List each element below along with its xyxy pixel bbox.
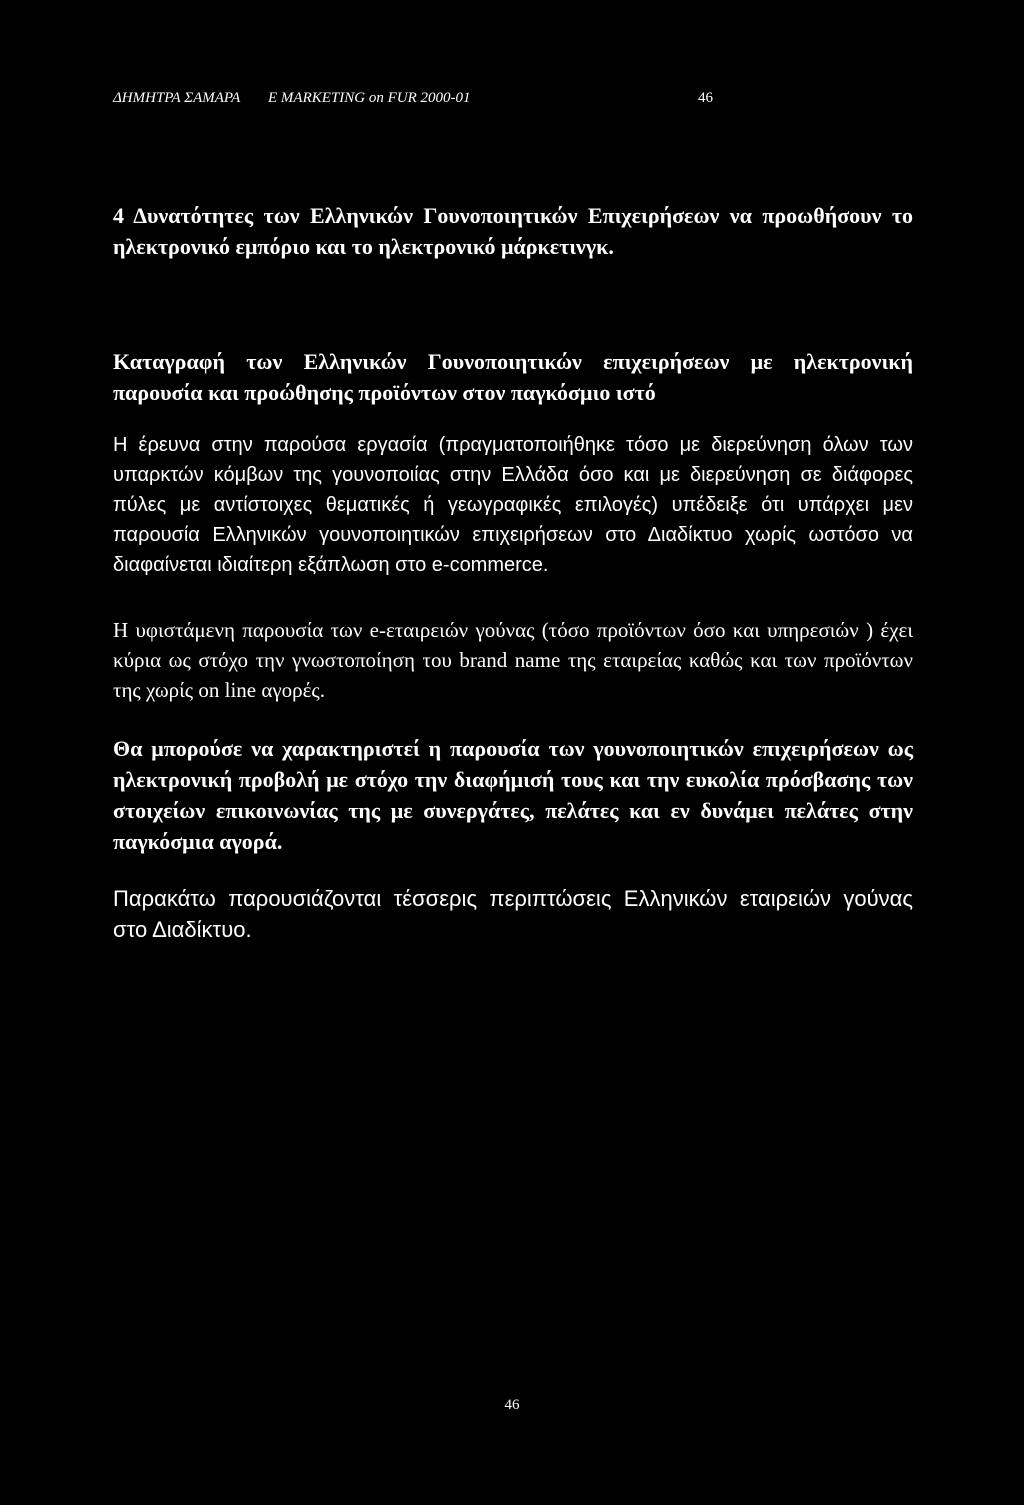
paragraph-research: Η έρευνα στην παρούσα εργασία (πραγματοποιήθηκε τόσο με διερεύνηση όλων των υπαρκτών κόμβων της γουνοποιίας στην Ελλάδα όσο και με διερεύνηση σε διάφορες πύλες με αντίστοιχες θεματικές ή γεωγραφικές επιλογές) υπέδειξε ότι υπάρχει μεν παρουσία Ελληνικών γουνοποιητικών επιχειρήσεων στο Διαδίκτυο χωρίς ωστόσο να διαφαίνεται ιδιαίτερη εξάπλωση στο e-commerce. bbox=[113, 434, 913, 576]
subheading: Καταγραφή των Ελληνικών Γουνοποιητικών επιχειρήσεων με ηλεκτρονική παρουσία και προώθησης προϊόντων στον παγκόσμιο ιστό bbox=[113, 349, 913, 405]
page-footer-number: 46 bbox=[504, 1397, 520, 1413]
paragraph-characterization: Θα μπορούσε να χαρακτηριστεί η παρουσία των γουνοποιητικών επιχειρήσεων ως ηλεκτρονική προβολή με στόχο την διαφήμισή τους και την ευκολία πρόσβασης των στοιχείων επικοινωνίας της με συνεργάτες, πελάτες και εν δυνάμει πελάτες στην παγκόσμια αγορά. bbox=[113, 736, 913, 854]
paragraph-current-presence: Η υφιστάμενη παρουσία των e-εταιρειών γούνας (τόσο προϊόντων όσο και υπηρεσιών ) έχει κύρια ως στόχο την γνωστοποίηση του brand name της εταιρείας καθώς και των προϊόντων της χωρίς on line αγορές. bbox=[113, 618, 913, 702]
header-author: ΔΗΜΗΤΡΑ ΣΑΜΑΡΑ bbox=[113, 90, 241, 106]
paragraph-case-intro: Παρακάτω παρουσιάζονται τέσσερις περιπτώσεις Ελληνικών εταιρειών γούνας στο Διαδίκτυο. bbox=[113, 886, 913, 942]
section-heading: 4 Δυνατότητες των Ελληνικών Γουνοποιητικών Επιχειρήσεων να προωθήσουν το ηλεκτρονικό εμπόριο και το ηλεκτρονικό μάρκετινγκ. bbox=[113, 203, 913, 259]
header-course-title: E MARKETING on FUR 2000-01 bbox=[268, 90, 471, 106]
header-page-number: 46 bbox=[698, 90, 713, 106]
page-header bbox=[113, 90, 913, 112]
